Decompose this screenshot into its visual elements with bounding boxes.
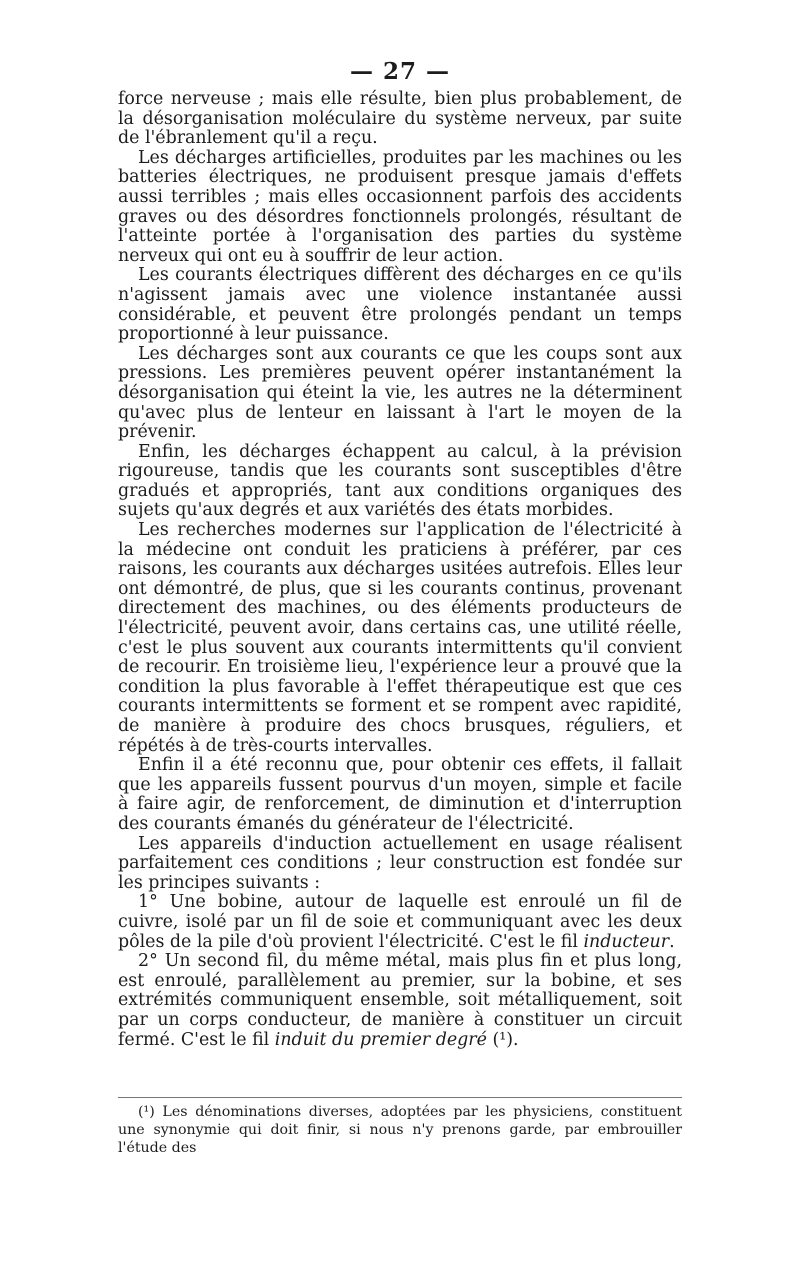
list-item-1 <box>118 893 682 952</box>
term-induit: induit du premier degré <box>274 1029 487 1050</box>
paragraph: Les décharges artificielles, produites par les machines ou les batteries électriques, ne produisent presque jamais d'effets aussi terribles ; mais elles occasionnent parfois des accidents graves ou des désordres fonctionnels prolongés, résultant de l'atteinte portée à l'organisation des parties du système nerveux qui ont eu à souffrir de leur action. <box>118 147 682 266</box>
page-number: — 27 — <box>349 58 451 85</box>
body-text <box>118 90 682 1050</box>
list-item-1-end: . <box>669 931 675 952</box>
paragraph: Les courants électriques diffèrent des décharges en ce qu'ils n'agissent jamais avec une violence instantanée aussi considérable, et peuvent être prolongés pendant un temps proportionné à leur puissance. <box>118 265 682 345</box>
list-item-2-text: 2° Un second fil, du même métal, mais plus fin et plus long, est enroulé, parallèlement au premier, sur la bobine, et ses extrémités communiquent ensemble, soit métalliquement, soit par un corps conducteur, de manière à constituer un circuit fermé. C'est le fil <box>118 951 682 1050</box>
paragraph: Les appareils d'induction actuellement en usage réalisent parfaitement ces conditions ; leur construction est fondée sur les principes suivants : <box>118 833 682 893</box>
paragraph: Les décharges sont aux courants ce que les coups sont aux pressions. Les premières peuvent opérer instantanément la désorganisation qui éteint la vie, les autres ne la déterminent qu'avec plus de lenteur en laissant à l'art le moyen de la prévenir. <box>118 343 682 443</box>
list-item-1-text: 1° Une bobine, autour de laquelle est enroulé un fil de cuivre, isolé par un fil de soie et communiquant avec les deux pôles de la pile d'où provient l'électricité. C'est le fil <box>118 892 682 952</box>
paragraph: Enfin il a été reconnu que, pour obtenir ces effets, il fallait que les appareils fussent pourvus d'un moyen, simple et facile à faire agir, de renforcement, de diminution et d'interruption des courants émanés du générateur de l'électricité. <box>118 755 682 834</box>
paragraph: Enfin, les décharges échappent au calcul, à la prévision rigoureuse, tandis que les courants sont susceptibles d'être gradués et appropriés, tant aux conditions organiques des sujets qu'aux degrés et aux variétés des états morbides. <box>118 441 682 521</box>
footnote-divider <box>118 1097 682 1098</box>
footnote-reference: (¹) <box>492 1029 513 1050</box>
paragraph: Les recherches modernes sur l'application de l'électricité à la médecine ont conduit les praticiens à préférer, par ces raisons, les courants aux décharges usitées autrefois. Elles leur ont démontré, de plus, que si les courants continus, provenant directement des machines, ou des éléments producteurs de l'électricité, peuvent avoir, dans certains cas, une utilité réelle, c'est le plus souvent aux courants intermittents qu'il convient de recourir. En troisième lieu, l'expérience leur a prouvé que la condition la plus favorable à l'effet thérapeutique est que ces courants intermittents se forment et se rompent avec rapidité, de manière à produire des chocs brusques, réguliers, et répétés à de très-courts intervalles. <box>118 520 682 756</box>
footnote-text: (¹) Les dénominations diverses, adoptées par les physiciens, constituent une synonymie qui doit finir, si nous n'y prenons garde, par embrouiller l'étude des <box>118 1104 682 1156</box>
footnote <box>118 1103 682 1157</box>
paragraph-continuation: force nerveuse ; mais elle résulte, bien plus probablement, de la désorganisation moléculaire du système nerveux, par suite de l'ébranlement qu'il a reçu. <box>118 89 682 149</box>
list-item-2 <box>118 952 682 1050</box>
list-item-2-end: . <box>512 1029 519 1050</box>
term-inducteur: inducteur <box>583 931 670 952</box>
